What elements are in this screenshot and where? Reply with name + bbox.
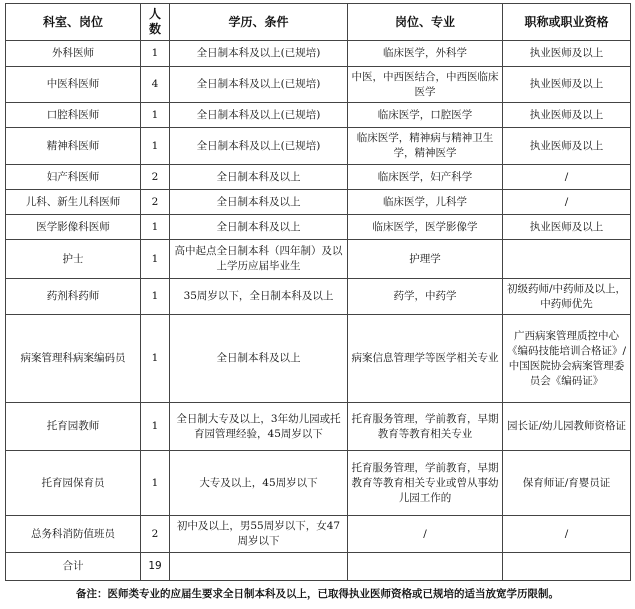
cell-major: 中医，中西医结合，中西医临床医学: [348, 67, 503, 103]
cell-major: 托育服务管理，学前教育，早期教育等教育相关专业或曾从事幼儿园工作的: [348, 451, 503, 516]
cell-qualification: /: [503, 165, 631, 190]
cell-education: 全日制大专及以上，3年幼儿园或托育园管理经验，45周岁以下: [170, 403, 348, 451]
cell-count: 2: [141, 516, 170, 553]
footnote: 备注：医师类专业的应届生要求全日制本科及以上，已取得执业医师资格或已规培的适当放宽学历限制。: [76, 588, 559, 600]
cell-qualification: 执业医师及以上: [503, 67, 631, 103]
cell-post: 儿科、新生儿科医师: [6, 190, 141, 215]
table-row: [6, 451, 631, 516]
table-row: [6, 190, 631, 215]
cell-major: 托育服务管理，学前教育，早期教育等教育相关专业: [348, 403, 503, 451]
cell-count: 1: [141, 215, 170, 240]
cell-qualification: 保育师证/育婴员证: [503, 451, 631, 516]
cell-major: 病案信息管理学等医学相关专业: [348, 315, 503, 403]
total-value: 19: [141, 553, 170, 581]
total-label: 合计: [6, 553, 141, 581]
recruitment-table: [5, 3, 631, 581]
table-row: [6, 215, 631, 240]
cell-qualification: 执业医师及以上: [503, 41, 631, 67]
cell-post: 护士: [6, 240, 141, 279]
cell-education: 全日制本科及以上(已规培): [170, 67, 348, 103]
cell-count: 1: [141, 128, 170, 165]
cell-qualification: [503, 240, 631, 279]
cell-major: 临床医学，医学影像学: [348, 215, 503, 240]
cell-qualification: /: [503, 516, 631, 553]
cell-education: 全日制本科及以上: [170, 190, 348, 215]
cell-education: 全日制本科及以上(已规培): [170, 103, 348, 128]
table-row: [6, 128, 631, 165]
table-row: [6, 403, 631, 451]
total-empty-cell: [170, 553, 348, 581]
cell-major: 临床医学，儿科学: [348, 190, 503, 215]
cell-post: 医学影像科医师: [6, 215, 141, 240]
cell-education: 全日制本科及以上(已规培): [170, 128, 348, 165]
table-row: [6, 67, 631, 103]
cell-education: 全日制本科及以上(已规培): [170, 41, 348, 67]
cell-count: 1: [141, 403, 170, 451]
header-count: 人数: [141, 4, 170, 41]
table-row: [6, 279, 631, 315]
cell-post: 外科医师: [6, 41, 141, 67]
cell-education: 全日制本科及以上: [170, 315, 348, 403]
cell-count: 1: [141, 451, 170, 516]
cell-qualification: 执业医师及以上: [503, 215, 631, 240]
cell-major: 临床医学，口腔医学: [348, 103, 503, 128]
cell-post: 精神科医师: [6, 128, 141, 165]
table-row: [6, 103, 631, 128]
header-post: 科室、岗位: [6, 4, 141, 41]
cell-post: 中医科医师: [6, 67, 141, 103]
cell-post: 妇产科医师: [6, 165, 141, 190]
cell-education: 35周岁以下，全日制本科及以上: [170, 279, 348, 315]
cell-qualification: /: [503, 190, 631, 215]
cell-post: 托育园保育员: [6, 451, 141, 516]
cell-count: 1: [141, 103, 170, 128]
cell-count: 1: [141, 240, 170, 279]
cell-qualification: 初级药师/中药师及以上，中药师优先: [503, 279, 631, 315]
cell-education: 大专及以上，45周岁以下: [170, 451, 348, 516]
cell-post: 药剂科药师: [6, 279, 141, 315]
cell-post: 口腔科医师: [6, 103, 141, 128]
header-major: 岗位、专业: [348, 4, 503, 41]
cell-major: 临床医学，妇产科学: [348, 165, 503, 190]
header-education: 学历、条件: [170, 4, 348, 41]
cell-count: 2: [141, 190, 170, 215]
total-empty-cell: [348, 553, 503, 581]
table-row: [6, 516, 631, 553]
cell-education: 初中及以上，男55周岁以下，女47周岁以下: [170, 516, 348, 553]
cell-education: 全日制本科及以上: [170, 165, 348, 190]
cell-qualification: 执业医师及以上: [503, 128, 631, 165]
cell-education: 全日制本科及以上: [170, 215, 348, 240]
cell-major: 临床医学，精神病与精神卫生学，精神医学: [348, 128, 503, 165]
cell-count: 1: [141, 41, 170, 67]
cell-count: 1: [141, 279, 170, 315]
cell-post: 托育园教师: [6, 403, 141, 451]
total-row: [6, 553, 631, 581]
cell-qualification: 广西病案管理质控中心《编码技能培训合格证》/中国医院协会病案管理委员会《编码证》: [503, 315, 631, 403]
table-row: [6, 240, 631, 279]
cell-major: 药学，中药学: [348, 279, 503, 315]
total-empty-cell: [503, 553, 631, 581]
cell-post: 病案管理科病案编码员: [6, 315, 141, 403]
cell-major: /: [348, 516, 503, 553]
table-row: [6, 165, 631, 190]
cell-major: 护理学: [348, 240, 503, 279]
table-row: [6, 315, 631, 403]
header-qualification: 职称或职业资格: [503, 4, 631, 41]
cell-education: 高中起点全日制本科（四年制）及以上学历应届毕业生: [170, 240, 348, 279]
table-row: [6, 41, 631, 67]
cell-major: 临床医学，外科学: [348, 41, 503, 67]
cell-count: 1: [141, 315, 170, 403]
cell-post: 总务科消防值班员: [6, 516, 141, 553]
cell-count: 2: [141, 165, 170, 190]
cell-qualification: 园长证/幼儿园教师资格证: [503, 403, 631, 451]
header-row: [6, 4, 631, 41]
cell-qualification: 执业医师及以上: [503, 103, 631, 128]
cell-count: 4: [141, 67, 170, 103]
